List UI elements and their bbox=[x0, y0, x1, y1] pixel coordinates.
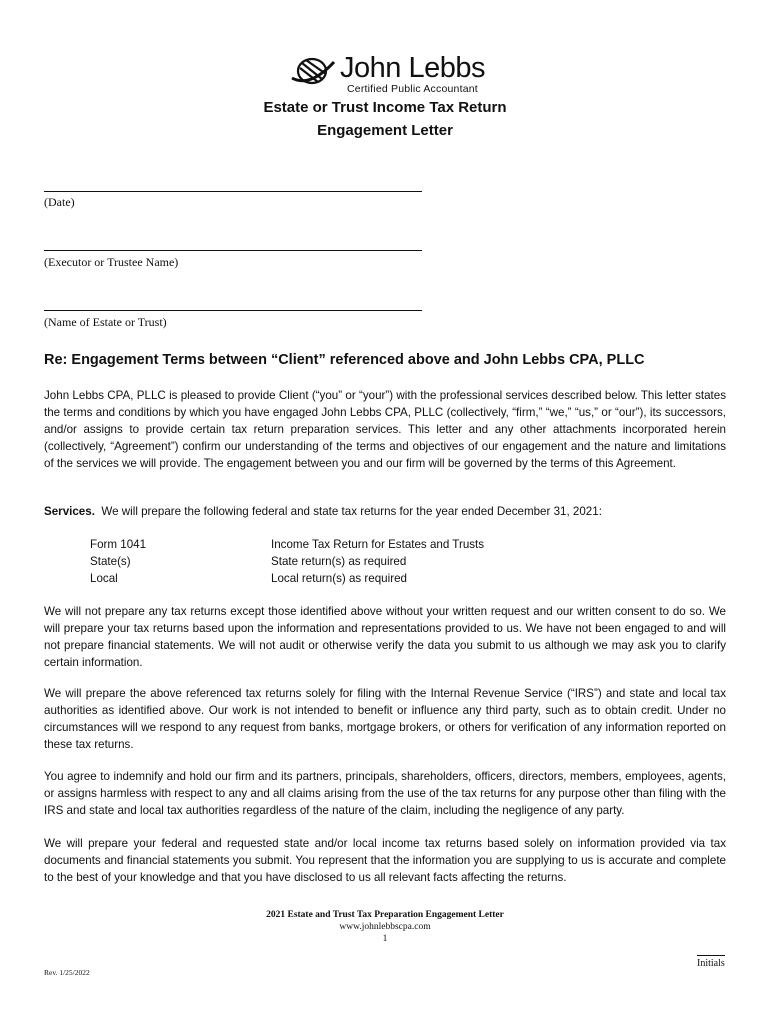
document-subtitle: Engagement Letter bbox=[317, 122, 453, 139]
date-blank-line bbox=[44, 191, 422, 192]
service-form: Local bbox=[90, 572, 118, 585]
services-text: We will prepare the following federal and state tax returns for the year ended December 31, 2021: bbox=[101, 505, 602, 518]
revision-date: Rev. 1/25/2022 bbox=[44, 968, 90, 977]
body-paragraph: We will prepare the above referenced tax returns solely for filing with the Internal Revenue Service (“IRS”) and state and local tax authorities as identified above. Our work is not intended to benefit or influence any third party, such as to obtain credit. Under no circumstances will we respond to any request from banks, mortgage brokers, or others for verification of any information reported on these tax returns. bbox=[44, 687, 726, 751]
service-description: State return(s) as required bbox=[271, 555, 407, 568]
estate-label: (Name of Estate or Trust) bbox=[44, 315, 167, 329]
service-form: Form 1041 bbox=[90, 538, 147, 551]
body-paragraph: We will not prepare any tax returns except those identified above without your written request and our written consent to do so. We will prepare your tax returns based upon the information and representations provided to us. We have not been engaged to and will not prepare financial statements. We will not audit or otherwise verify the data you submit to us although we may ask you to clarify certain information. bbox=[44, 605, 726, 669]
firm-name: John Lebbs bbox=[340, 52, 485, 84]
body-paragraph: You agree to indemnify and hold our firm and its partners, principals, shareholders, officers, directors, members, employees, agents, or assigns harmless with respect to any and all claims arising from the use of the tax returns for any purpose other than filing with the IRS and state and local tax authorities regardless of the nature of the claim, including the negligence of any party. bbox=[44, 770, 726, 817]
globe-swoosh-icon bbox=[290, 54, 336, 88]
intro-paragraph: John Lebbs CPA, PLLC is pleased to provide Client (“you” or “your”) with the professional services described below. This letter states the terms and conditions by which you have engaged John Lebbs CPA, PLLC (collectively, “firm,” “we,” “us,” or “our”), its successors, and/or assigns to provide certain tax return preparation services. This letter and any other attachments incorporated herein (collectively, “Agreement”) confirm our understanding of the terms and objectives of our engagement and the nature and limitations of the services we will provide. The engagement between you and our firm will be governed by the terms of this Agreement. bbox=[44, 389, 726, 470]
services-heading: Services. bbox=[44, 505, 95, 518]
service-form: State(s) bbox=[90, 555, 131, 568]
footer-website: www.johnlebbscpa.com bbox=[339, 922, 431, 932]
document-title: Estate or Trust Income Tax Return bbox=[263, 99, 507, 116]
estate-blank-line bbox=[44, 310, 422, 311]
firm-tagline: Certified Public Accountant bbox=[347, 83, 478, 95]
initials-label: Initials bbox=[697, 958, 725, 969]
service-description: Income Tax Return for Estates and Trusts bbox=[271, 538, 485, 551]
page-number: 1 bbox=[382, 934, 388, 944]
body-paragraph: We will prepare your federal and requested state and/or local income tax returns based solely on information provided via tax documents and financial statements you submit. You represent that the information you are supplying to us is accurate and complete to the best of your knowledge and that you have disclosed to us all relevant facts affecting the returns. bbox=[44, 837, 726, 884]
re-heading: Re: Engagement Terms between “Client” referenced above and John Lebbs CPA, PLLC bbox=[44, 352, 645, 368]
service-description: Local return(s) as required bbox=[271, 572, 407, 585]
date-label: (Date) bbox=[44, 195, 75, 209]
letterhead-logo bbox=[290, 50, 490, 96]
initials-blank-line bbox=[697, 955, 725, 956]
executor-blank-line bbox=[44, 250, 422, 251]
executor-label: (Executor or Trustee Name) bbox=[44, 255, 179, 269]
services-paragraph bbox=[44, 504, 726, 521]
footer-title: 2021 Estate and Trust Tax Preparation Engagement Letter bbox=[266, 910, 504, 920]
